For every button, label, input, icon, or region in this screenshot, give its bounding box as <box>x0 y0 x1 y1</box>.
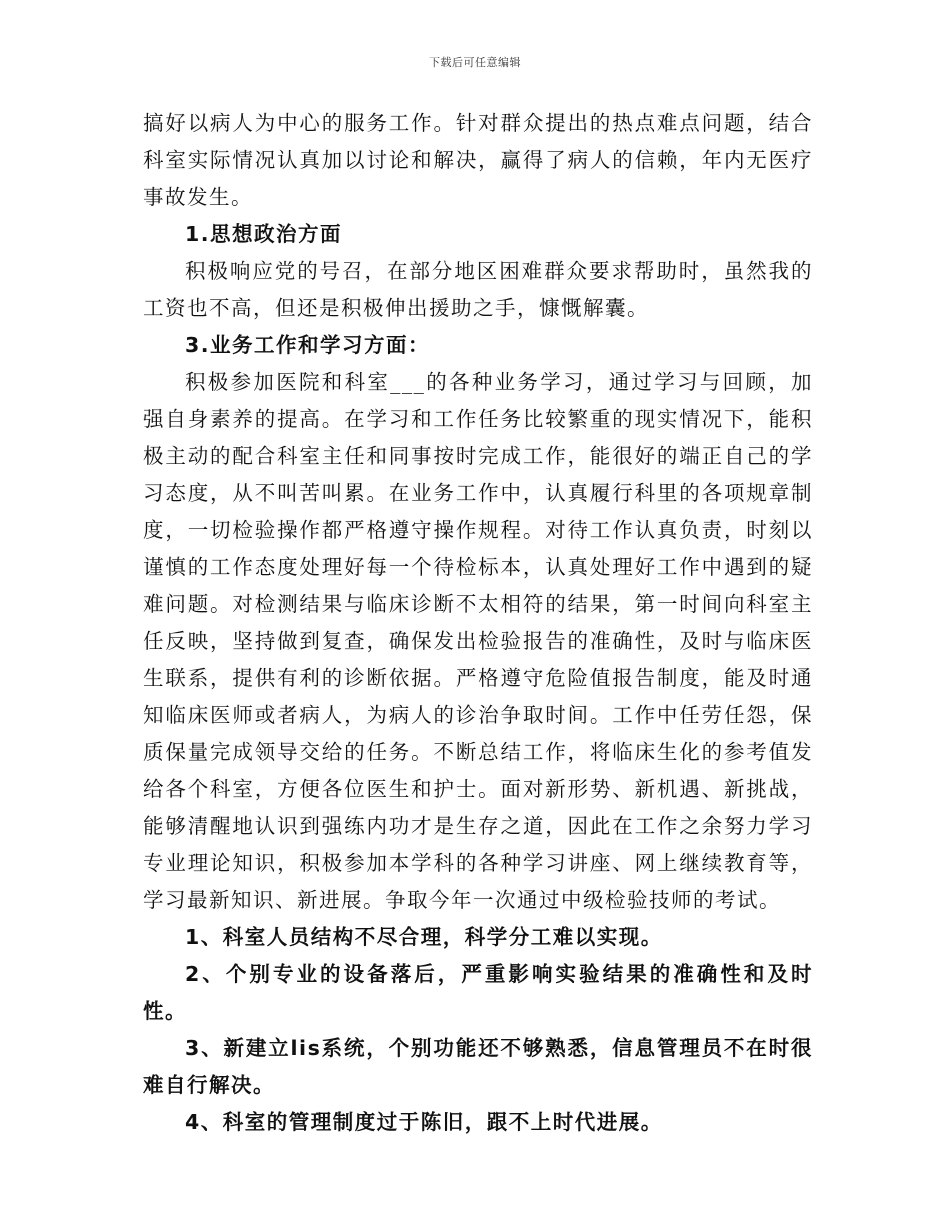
heading-political-thought: 1.思想政治方面 <box>185 222 343 246</box>
document-body <box>143 105 813 1141</box>
paragraph-work-and-study: 积极参加医院和科室___的各种业务学习，通过学习与回顾，加强自身素养的提高。在学习和工作任务比较繁重的现实情况下，能积极主动的配合科室主任和同事按时完成工作，能很好的端正自己的学习态度，从不叫苦叫累。在业务工作中，认真履行科里的各项规章制度，一切检验操作都严格遵守操作规程。对待工作认真负责，时刻以谨慎的工作态度处理好每一个待检标本，认真处理好工作中遇到的疑难问题。对检测结果与临床诊断不太相符的结果，第一时间向科室主任反映，坚持做到复查，确保发出检验报告的准确性，及时与临床医生联系，提供有利的诊断依据。严格遵守危险值报告制度，能及时通知临床医师或者病人，为病人的诊治争取时间。工作中任劳任怨，保质保量完成领导交给的任务。不断总结工作，将临床生化的参考值发给各个科室，方便各位医生和护士。面对新形势、新机遇、新挑战，能够清醒地认识到强练内功才是生存之道，因此在工作之余努力学习专业理论知识，积极参加本学科的各种学习讲座、网上继续教育等，学习最新知识、新进展。争取今年一次通过中级检验技师的考试。 <box>143 370 813 912</box>
header-note: 下载后可任意编辑 <box>429 56 521 69</box>
paragraph-continuation: 搞好以病人为中心的服务工作。针对群众提出的热点难点问题，结合科室实际情况认真加以讨论和解决，赢得了病人的信赖，年内无医疗事故发生。 <box>143 111 813 209</box>
issue-item-3: 3、新建立lis系统，个别功能还不够熟悉，信息管理员不在时很难自行解决。 <box>143 1036 813 1097</box>
paragraph-political-thought: 积极响应党的号召，在部分地区困难群众要求帮助时，虽然我的工资也不高，但还是积极伸出援助之手，慷慨解囊。 <box>143 259 813 320</box>
heading-work-and-study: 3.业务工作和学习方面： <box>185 333 431 357</box>
issue-item-1: 1、科室人员结构不尽合理，科学分工难以实现。 <box>185 925 663 949</box>
issue-item-4: 4、科室的管理制度过于陈旧，跟不上时代进展。 <box>185 1110 663 1134</box>
issue-item-2: 2、个别专业的设备落后，严重影响实验结果的准确性和及时性。 <box>143 962 813 1023</box>
